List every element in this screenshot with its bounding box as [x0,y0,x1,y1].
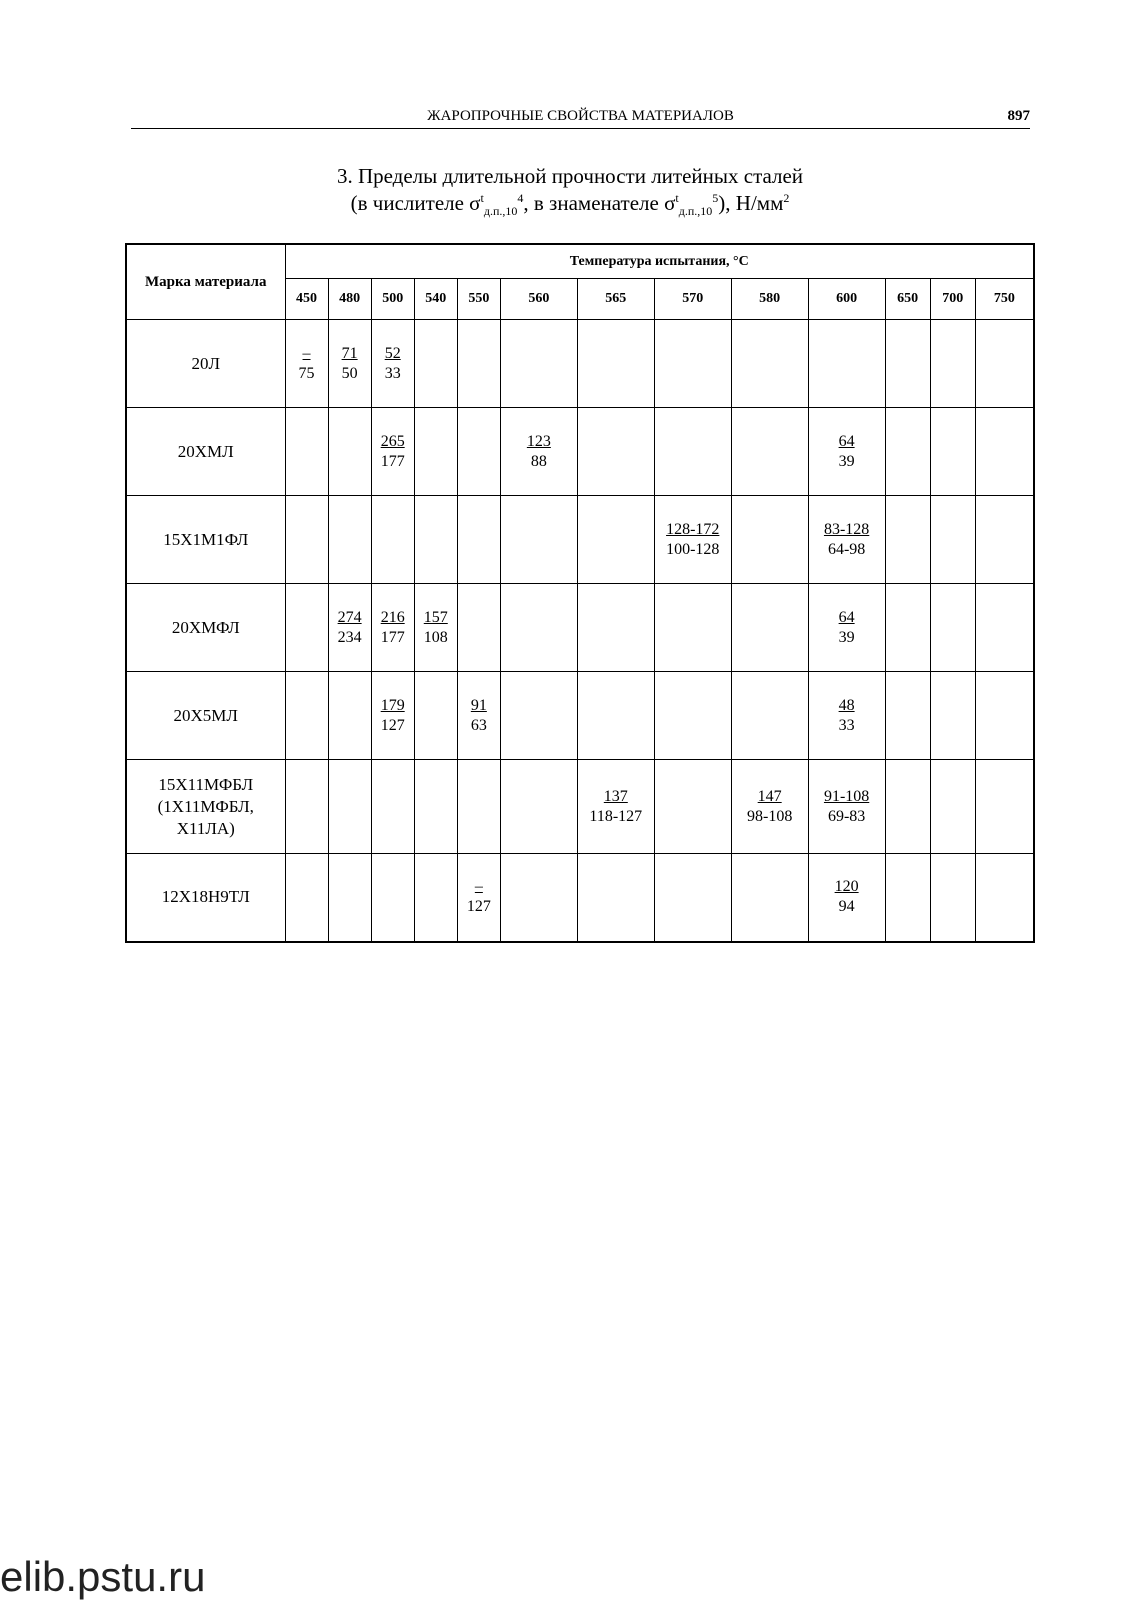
value-cell [457,320,500,408]
denominator: 98-108 [747,807,793,825]
denominator: 108 [423,628,448,646]
value-cell [808,496,885,584]
value-cell [654,760,731,854]
value-cell [457,760,500,854]
running-header [131,106,1030,129]
numerator: – [474,878,483,896]
numerator: 64 [838,432,855,450]
table-row [126,672,1034,760]
numerator: 147 [757,787,782,805]
denominator: 177 [380,452,405,470]
material-name: 20ХМФЛ [126,584,285,672]
value-cell [577,408,654,496]
value-cell [808,672,885,760]
temperature-header: Температура испытания, °C [285,244,1034,279]
value-cell [414,854,457,942]
value-cell [414,408,457,496]
value-cell [975,672,1034,760]
value-cell [930,584,975,672]
value-cell [414,672,457,760]
value-cell [414,760,457,854]
value-cell [457,408,500,496]
table-row [126,408,1034,496]
value-cell [285,760,328,854]
value-cell [414,320,457,408]
value-cell [654,320,731,408]
value-cell [731,760,808,854]
value-cell [808,854,885,942]
temp-col-570: 570 [654,279,731,320]
value-cell [930,760,975,854]
value-cell [731,320,808,408]
denominator: 100-128 [666,540,720,558]
numerator: 48 [838,696,855,714]
value-cell [975,854,1034,942]
material-name: 15Х11МФБЛ (1Х11МФБЛ, Х11ЛА) [126,760,285,854]
value-cell [731,584,808,672]
watermark: elib.pstu.ru [0,1553,206,1600]
value-cell [885,320,930,408]
numerator: – [302,344,311,362]
value-cell [975,320,1034,408]
denominator: 118-127 [589,807,643,825]
numerator: 157 [423,608,448,626]
table-row [126,496,1034,584]
value-cell [371,496,414,584]
value-cell [328,672,371,760]
numerator: 71 [341,344,358,362]
value-cell [808,760,885,854]
value-cell [731,408,808,496]
value-cell [328,854,371,942]
value-cell [808,584,885,672]
value-cell [808,408,885,496]
value-cell [414,584,457,672]
numerator: 274 [337,608,362,626]
value-cell [930,320,975,408]
temp-col-580: 580 [731,279,808,320]
value-cell [930,672,975,760]
value-cell [371,320,414,408]
denominator: 69-83 [827,807,866,825]
denominator: 33 [838,716,855,734]
value-cell [500,320,577,408]
numerator: 137 [603,787,628,805]
value-cell [328,584,371,672]
denominator: 88 [530,452,547,470]
material-name: 20Х5МЛ [126,672,285,760]
value-cell [885,584,930,672]
value-cell [930,854,975,942]
value-cell [457,496,500,584]
value-cell [930,496,975,584]
value-cell [654,584,731,672]
value-cell [731,672,808,760]
denominator: 75 [298,364,315,382]
value-cell [577,584,654,672]
table-caption-line1: 3. Пределы длительной прочности литейных сталей [336,164,804,188]
temp-col-750: 750 [975,279,1034,320]
table-caption-line2: (в числителе $\sigma^t_{д.п.,10}^4$, в знаменателе $\sigma^t_{д.п.,10}^5$), $Н/мм^2$ [350,191,790,219]
temp-col-600: 600 [808,279,885,320]
value-cell [577,320,654,408]
denominator: 39 [838,452,855,470]
value-cell [500,672,577,760]
value-cell [975,760,1034,854]
value-cell [731,854,808,942]
denominator: 177 [380,628,405,646]
value-cell [500,584,577,672]
numerator: 83-128 [823,520,870,538]
denominator: 127 [380,716,405,734]
material-name: 20ХМЛ [126,408,285,496]
table-row [126,760,1034,854]
denominator: 64-98 [827,540,866,558]
temp-col-550: 550 [457,279,500,320]
numerator: 91 [470,696,487,714]
value-cell [500,854,577,942]
material-name: 12Х18Н9ТЛ [126,854,285,942]
value-cell [577,854,654,942]
value-cell [930,408,975,496]
temp-col-560: 560 [500,279,577,320]
table-row [126,320,1034,408]
value-cell [371,672,414,760]
value-cell [285,584,328,672]
value-cell [577,760,654,854]
value-cell [808,320,885,408]
denominator: 39 [838,628,855,646]
running-title: ЖАРОПРОЧНЫЕ СВОЙСТВА МАТЕРИАЛОВ [427,108,734,124]
value-cell [285,854,328,942]
value-cell [654,496,731,584]
temp-col-700: 700 [930,279,975,320]
value-cell [285,320,328,408]
value-cell [975,496,1034,584]
value-cell [654,672,731,760]
table-row [126,584,1034,672]
value-cell [500,496,577,584]
numerator: 120 [834,878,859,896]
value-cell [285,496,328,584]
material-name: 15Х1М1ФЛ [126,496,285,584]
temp-col-565: 565 [577,279,654,320]
value-cell [975,408,1034,496]
temp-col-540: 540 [414,279,457,320]
value-cell [885,854,930,942]
denominator: 50 [341,364,358,382]
value-cell [328,408,371,496]
temp-col-450: 450 [285,279,328,320]
value-cell [285,408,328,496]
value-cell [885,408,930,496]
denominator: 33 [384,364,401,382]
value-cell [328,760,371,854]
strength-table [125,243,1035,943]
numerator: 179 [380,696,405,714]
value-cell [328,496,371,584]
denominator: 234 [337,628,362,646]
numerator: 216 [380,608,405,626]
value-cell [577,496,654,584]
value-cell [577,672,654,760]
value-cell [457,854,500,942]
value-cell [371,760,414,854]
denominator: 63 [470,716,487,734]
value-cell [500,408,577,496]
denominator: 127 [466,898,491,916]
numerator: 265 [380,432,405,450]
temp-col-480: 480 [328,279,371,320]
value-cell [885,496,930,584]
value-cell [371,854,414,942]
numerator: 91-108 [823,787,870,805]
temp-col-650: 650 [885,279,930,320]
page-number: 897 [1007,108,1030,124]
value-cell [500,760,577,854]
denominator: 94 [838,898,855,916]
value-cell [371,584,414,672]
value-cell [328,320,371,408]
numerator: 123 [526,432,551,450]
value-cell [975,584,1034,672]
numerator: 52 [384,344,401,362]
value-cell [457,672,500,760]
material-header: Марка материала [126,244,285,320]
value-cell [885,672,930,760]
value-cell [371,408,414,496]
value-cell [731,496,808,584]
value-cell [654,408,731,496]
value-cell [285,672,328,760]
material-name: 20Л [126,320,285,408]
temp-col-500: 500 [371,279,414,320]
value-cell [885,760,930,854]
numerator: 128-172 [666,520,720,538]
value-cell [654,854,731,942]
numerator: 64 [838,608,855,626]
table-row [126,854,1034,942]
value-cell [414,496,457,584]
value-cell [457,584,500,672]
